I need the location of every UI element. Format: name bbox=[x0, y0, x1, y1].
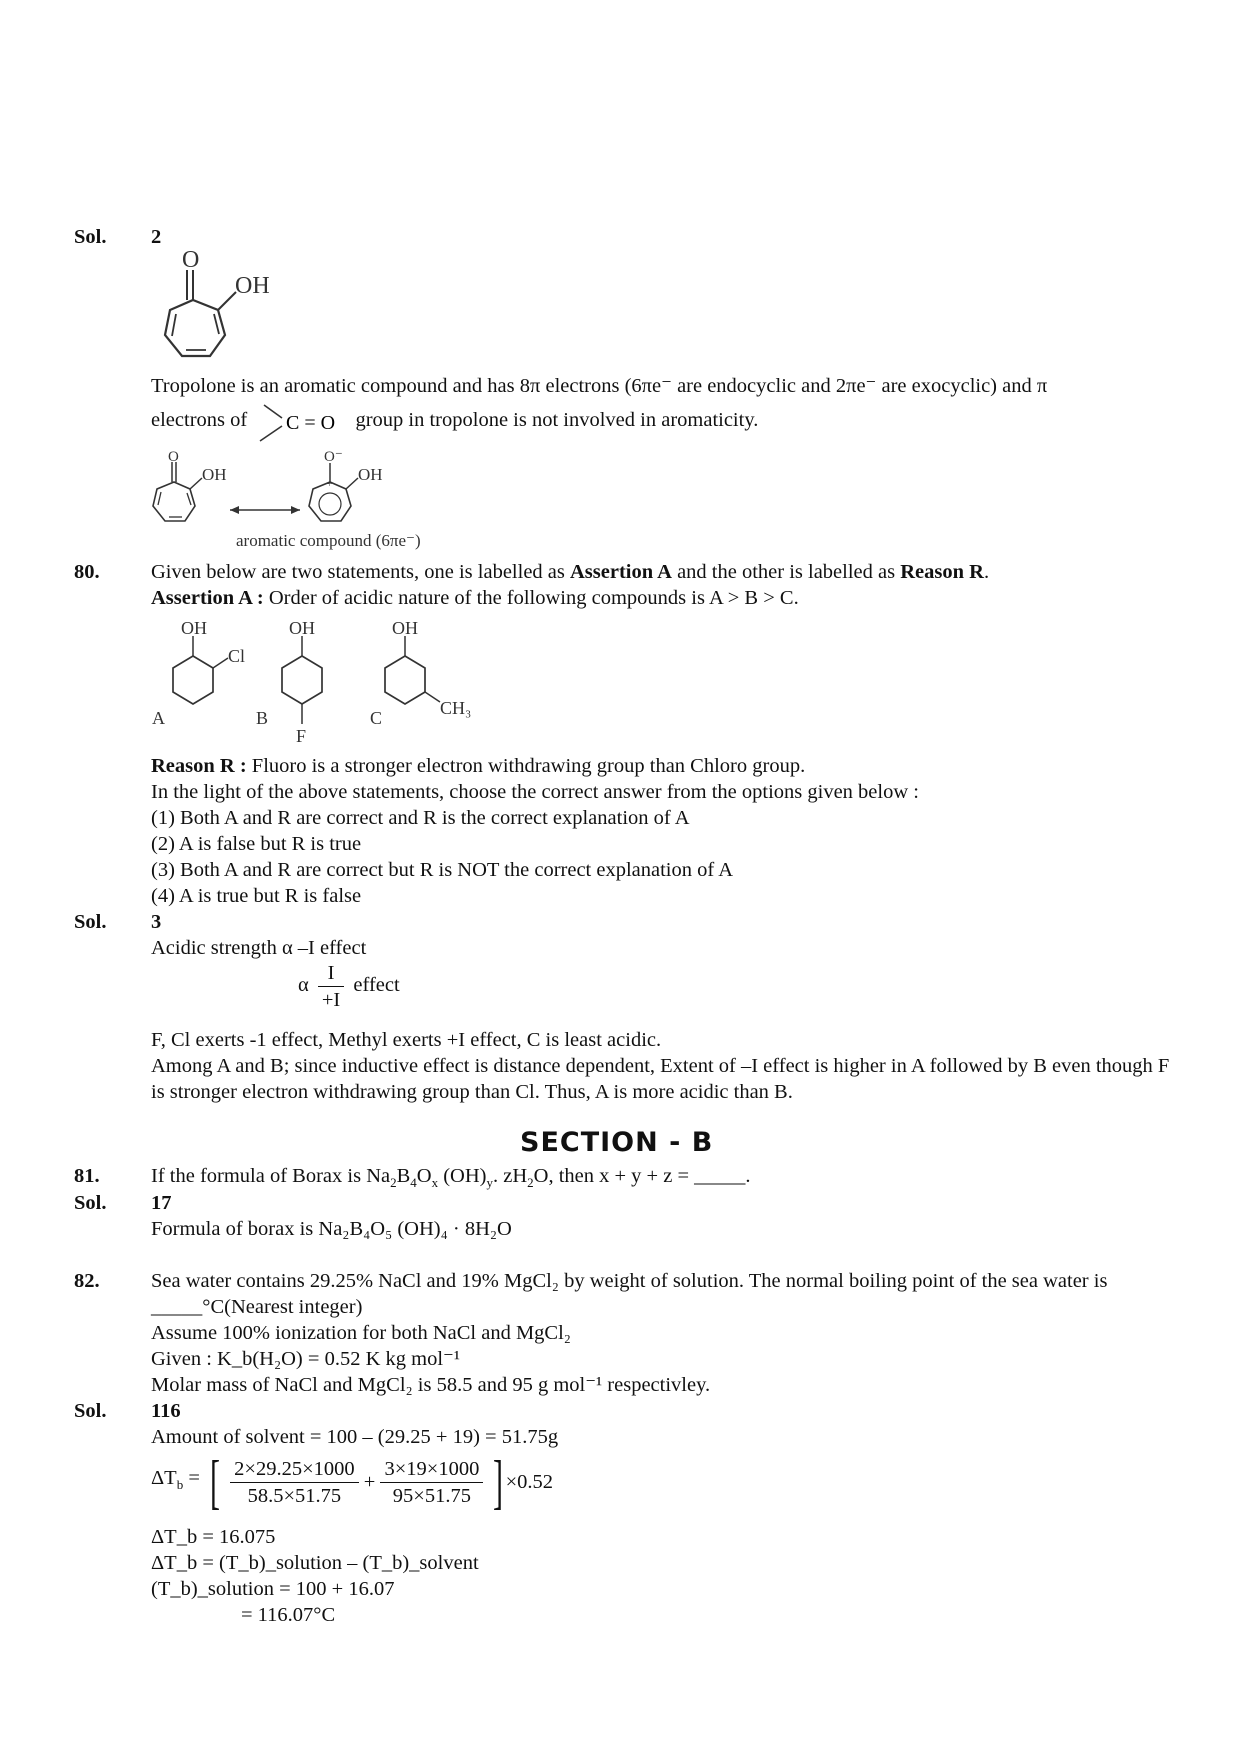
tropolone-line1: Tropolone is an aromatic compound and has 8π electrons (6πe⁻ are endocyclic and 2πe⁻ are exocyclic) and π bbox=[151, 375, 1048, 397]
sol-80-fraction: α $\frac{I}{+I}$ effect bbox=[298, 962, 400, 1011]
sol-80-answer: 3 bbox=[151, 911, 162, 933]
svg-text:+: + bbox=[327, 479, 333, 489]
reason-r: Reason R : Fluoro is a stronger electron withdrawing group than Chloro group. bbox=[151, 755, 806, 777]
tropolone-structure bbox=[148, 248, 288, 368]
option-1[interactable]: (1) Both A and R are correct and R is the correct explanation of A bbox=[151, 807, 690, 829]
sol-80-line4: Among A and B; since inductive effect is distance dependent, Extent of –I effect is higher in A followed by B even though F is stronger electron withdrawing group than Cl. Thus, A is more acidic than B. bbox=[151, 1055, 1170, 1103]
svg-text:Cl: Cl bbox=[228, 646, 246, 666]
sol-81-label: Sol. bbox=[74, 1192, 107, 1214]
sol-82-line5: (T_b)_solution = 100 + 16.07 bbox=[151, 1578, 395, 1600]
sol-82-label: Sol. bbox=[74, 1400, 107, 1422]
svg-text:OH: OH bbox=[358, 465, 383, 484]
sol-82-line3: ΔT_b = 16.075 bbox=[151, 1526, 276, 1548]
question-80-statement: Given below are two statements, one is labelled as Assertion A and the other is labelled as Reason R. bbox=[151, 561, 990, 583]
carbonyl-group bbox=[252, 408, 350, 434]
sol-82-line6: = 116.07°C bbox=[241, 1604, 336, 1626]
svg-text:O⁻: O⁻ bbox=[324, 449, 343, 465]
question-82-line4: Molar mass of NaCl and MgCl₂ is 58.5 and 95 g mol⁻¹ respectivley. bbox=[151, 1374, 711, 1396]
option-2[interactable]: (2) A is false but R is true bbox=[151, 833, 362, 855]
question-81-number: 81. bbox=[74, 1165, 100, 1187]
svg-text:CH₃: CH₃ bbox=[440, 698, 472, 718]
question-81-text: If the formula of Borax is $Na_2B_4O_x$ $(OH)_y$. $zH_2O$, then x + y + z = _____. bbox=[151, 1165, 751, 1191]
svg-text:OH: OH bbox=[181, 618, 207, 638]
oxygen-label: O bbox=[182, 247, 200, 273]
instruction: In the light of the above statements, choose the correct answer from the options given below : bbox=[151, 781, 919, 803]
assertion-a: Assertion A : Order of acidic nature of the following compounds is A > B > C. bbox=[151, 587, 799, 609]
hydroxyl-label: OH bbox=[235, 273, 270, 299]
svg-text:O: O bbox=[168, 449, 179, 465]
sol-80-label: Sol. bbox=[74, 911, 107, 933]
svg-text:C: C bbox=[370, 708, 383, 728]
sol-80-line3: F, Cl exerts -1 effect, Methyl exerts +I effect, C is least acidic. bbox=[151, 1029, 662, 1051]
question-82-number: 82. bbox=[74, 1270, 100, 1292]
svg-text:B: B bbox=[256, 708, 269, 728]
option-3[interactable]: (3) Both A and R are correct but R is NOT the correct explanation of A bbox=[151, 859, 734, 881]
sol-label: Sol. bbox=[74, 226, 107, 248]
section-heading: SECTION - B bbox=[520, 1127, 714, 1158]
option-4[interactable]: (4) A is true but R is false bbox=[151, 885, 362, 907]
sol-80-line1: Acidic strength α –I effect bbox=[151, 937, 367, 959]
svg-text:OH: OH bbox=[289, 618, 315, 638]
boiling-point-equation: $\Delta T_b$ = [ $\frac{2\times 29.25\times 1000}{58.5\times 51.75}$ + $\frac{3\times 19\times 1000}{95\times 51.75}$ ] ×0.52 bbox=[151, 1449, 553, 1515]
svg-text:OH: OH bbox=[392, 618, 418, 638]
sol-answer: 2 bbox=[151, 226, 162, 248]
question-82-line2: Assume 100% ionization for both NaCl and MgCl₂ bbox=[151, 1322, 571, 1344]
svg-text:F: F bbox=[296, 726, 307, 746]
sol-81-answer: 17 bbox=[151, 1192, 172, 1214]
svg-text:A: A bbox=[152, 708, 165, 728]
question-80-number: 80. bbox=[74, 561, 100, 583]
aromatic-caption: aromatic compound (6πe⁻) bbox=[236, 531, 421, 550]
sol-82-answer: 116 bbox=[151, 1400, 181, 1422]
svg-text:OH: OH bbox=[202, 465, 227, 484]
question-82-line3: Given : K_b(H₂O) = 0.52 K kg mol⁻¹ bbox=[151, 1348, 460, 1370]
sol-81-text: Formula of borax is Na₂B₄O₅ (OH)₄ · 8H₂O bbox=[151, 1218, 512, 1240]
sol-82-line1: Amount of solvent = 100 – (29.25 + 19) = 51.75g bbox=[151, 1426, 559, 1448]
phenol-compounds bbox=[148, 612, 508, 754]
tropolone-line2: electrons of C = O group in tropolone is not involved in aromaticity. bbox=[151, 407, 758, 434]
sol-82-line4: ΔT_b = (T_b)_solution – (T_b)_solvent bbox=[151, 1552, 479, 1574]
question-82-line1: Sea water contains 29.25% NaCl and 19% MgCl₂ by weight of solution. The normal boiling point of the sea water is _____°C(Nearest integer) bbox=[151, 1270, 1108, 1318]
svg-text:C = O: C = O bbox=[286, 412, 336, 435]
